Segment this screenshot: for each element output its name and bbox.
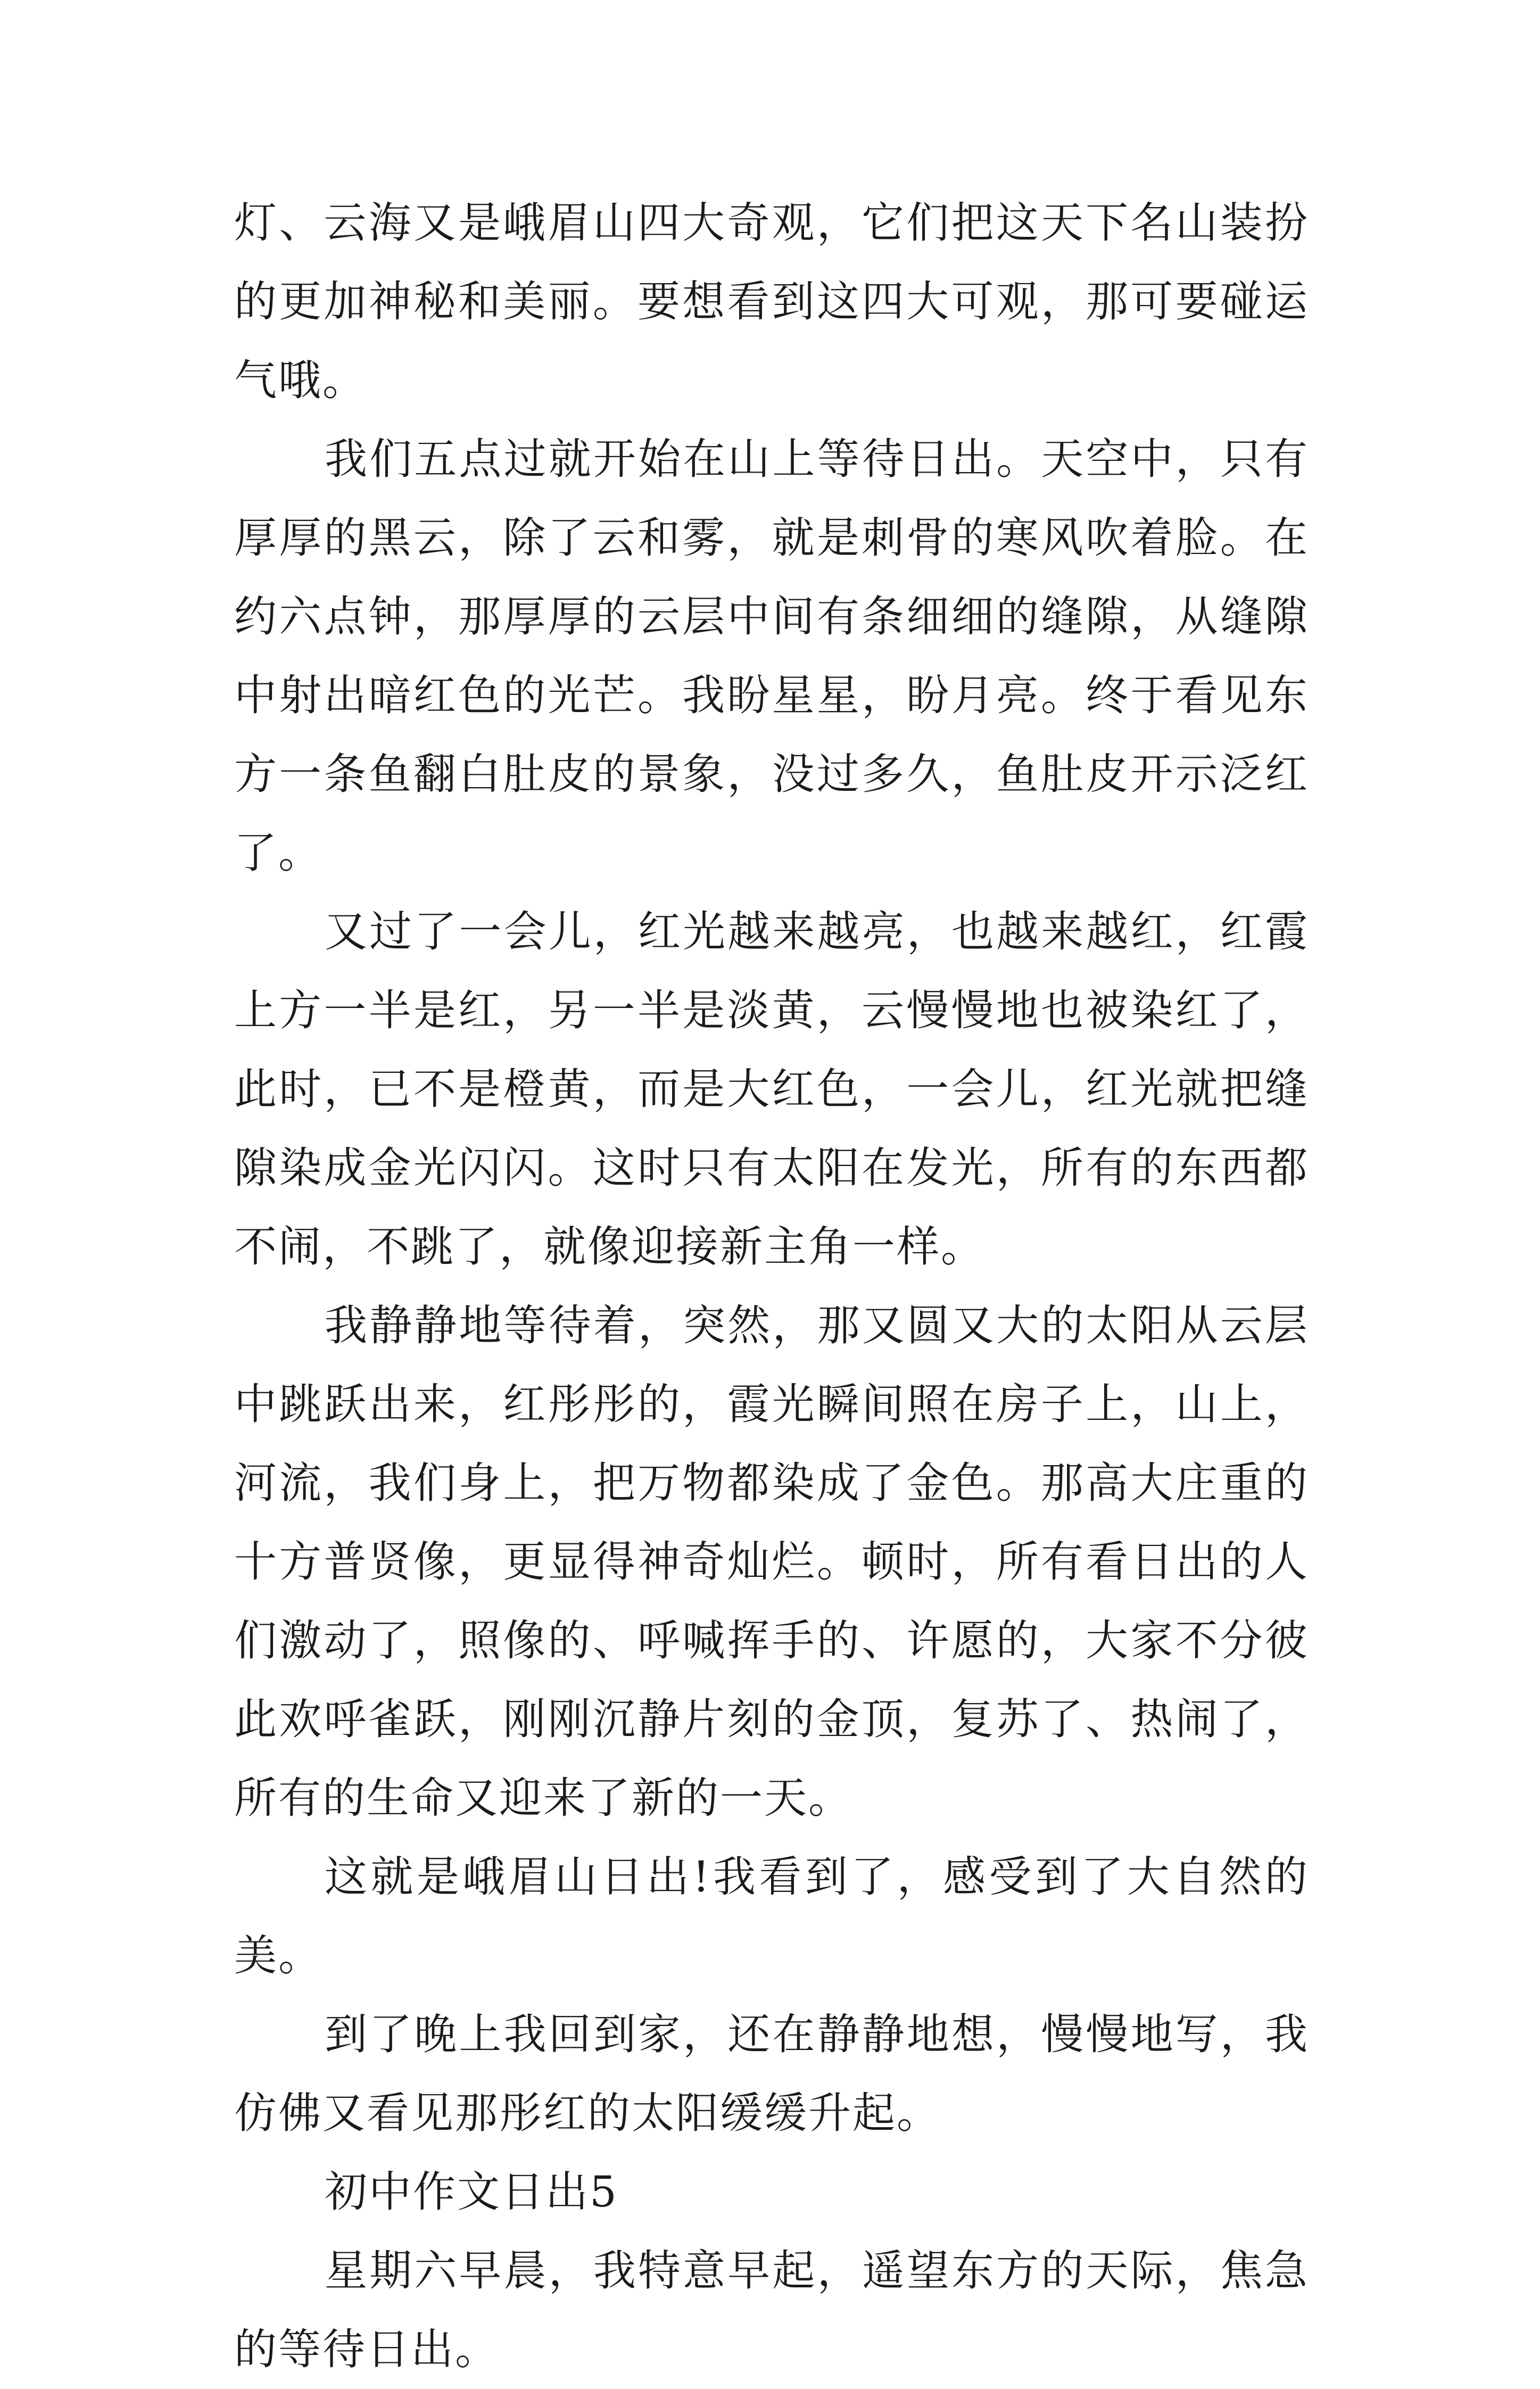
paragraph-red-light: 又过了一会儿，红光越来越亮，也越来越红，红霞上方一半是红，另一半是淡黄，云慢慢地也被染红了，此时，已不是橙黄，而是大红色，一会儿，红光就把缝隙染成金光闪闪。这时只有太阳在发光，所有的东西都不闹，不跳了，就像迎接新主角一样。 bbox=[234, 907, 1309, 1271]
essay-heading: 初中作文日出5 bbox=[325, 2167, 618, 2217]
paragraph-continuation: 灯、云海又是峨眉山四大奇观，它们把这天下名山装扮的更加神秘和美丽。要想看到这四大可观，那可要碰运气哦。 bbox=[234, 198, 1309, 405]
paragraph-saturday: 星期六早晨，我特意早起，遥望东方的天际，焦急的等待日出。 bbox=[234, 2246, 1309, 2374]
paragraph-evening: 到了晚上我回到家，还在静静地想，慢慢地写，我仿佛又看见那彤红的太阳缓缓升起。 bbox=[234, 2010, 1309, 2138]
paragraph-sunrise: 我静静地等待着，突然，那又圆又大的太阳从云层中跳跃出来，红彤彤的，霞光瞬间照在房子上，山上，河流，我们身上，把万物都染成了金色。那高大庄重的十方普贤像，更显得神奇灿烂。顿时，所有看日出的人们激动了，照像的、呼喊挥手的、许愿的，大家不分彼此欢呼雀跃，刚刚沉静片刻的金顶，复苏了、热闹了，所有的生命又迎来了新的一天。 bbox=[234, 1301, 1309, 1823]
paragraph-conclusion: 这就是峨眉山日出!我看到了，感受到了大自然的美。 bbox=[234, 1852, 1309, 1980]
paragraph-waiting: 我们五点过就开始在山上等待日出。天空中，只有厚厚的黑云，除了云和雾，就是刺骨的寒风吹着脸。在约六点钟，那厚厚的云层中间有条细细的缝隙，从缝隙中射出暗红色的光芒。我盼星星，盼月亮。终于看见东方一条鱼翻白肚皮的景象，没过多久，鱼肚皮开示泛红了。 bbox=[234, 434, 1309, 878]
essay-body bbox=[234, 184, 1309, 2389]
